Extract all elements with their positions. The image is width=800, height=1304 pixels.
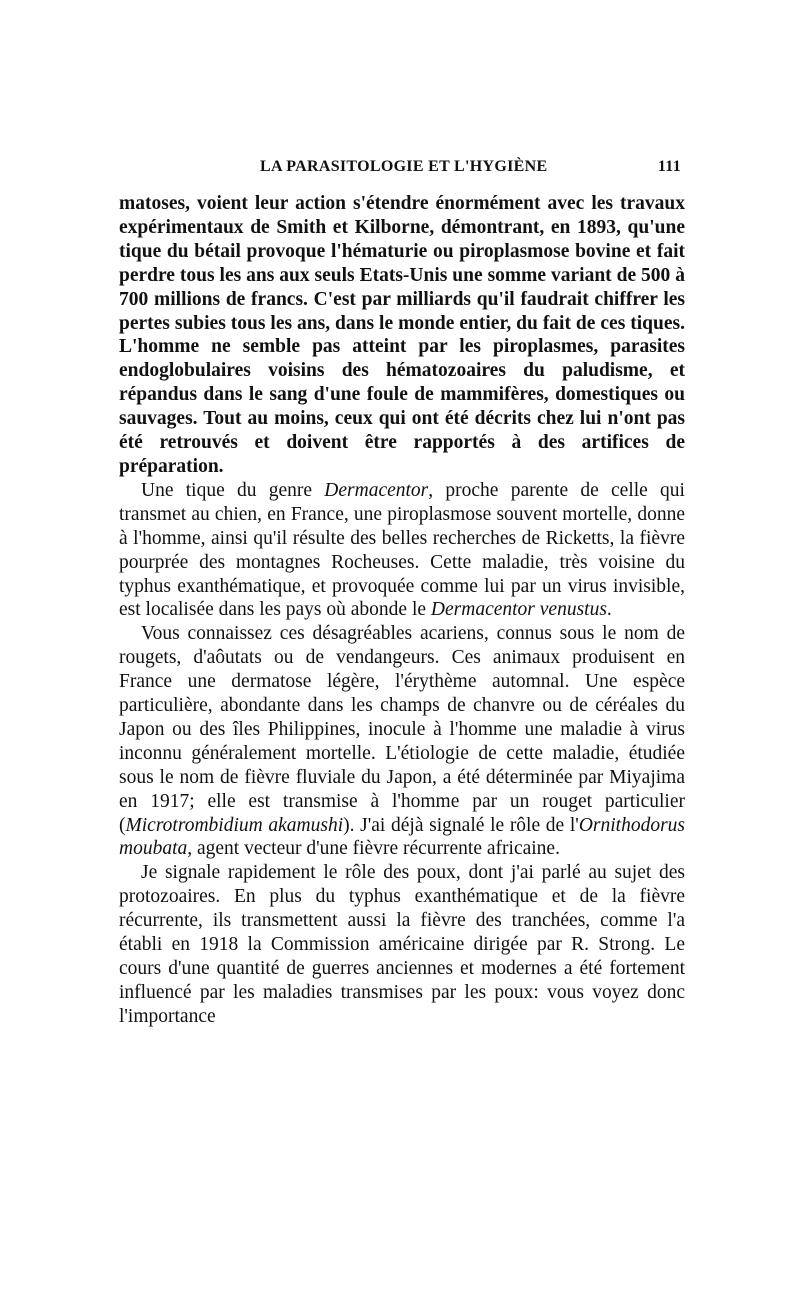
italic-term: Ornithodorus moubata xyxy=(119,814,685,860)
paragraph-3 xyxy=(119,622,685,861)
paragraph-4 xyxy=(119,861,685,1028)
italic-term: Dermacentor venustus xyxy=(430,599,607,621)
page-number: 111 xyxy=(657,158,681,175)
text-run: , agent vecteur d'une fièvre récurrente africaine. xyxy=(187,838,560,860)
running-title: LA PARASITOLOGIE ET L'HYGIÈNE xyxy=(260,158,548,175)
text-run: matoses, voient leur action s'étendre énormément avec les travaux expérimentaux de Smith et Kilborne, démontrant, en 1893, qu'une tique du bétail provoque l'hématurie ou piroplasmose bovine et fait perdre tous les ans aux seuls Etats-Unis une somme variant de 500 à 700 millions de francs. C'est par milliards qu'il faudrait chiffrer les pertes subies tous les ans, dans le monde entier, du fait de ces tiques. L'homme ne semble pas atteint par les piroplasmes, parasites endoglobulaires voisins des hématozoaires du paludisme, et répandus dans le sang d'une foule de mammifères, domestiques ou sauvages. Tout au moins, ceux qui ont été décrits chez lui n'ont pas été retrouvés et doivent être rapportés à des artifices de préparation. xyxy=(119,193,685,477)
text-run: Je signale rapidement le rôle des poux, dont j'ai parlé au sujet des protozoaires. En plus du typhus exanthématique et de la fièvre récurrente, ils transmettent aussi la fièvre des tranchées, comme l'a établi en 1918 la Commission américaine dirigée par R. Strong. Le cours d'une quantité de guerres anciennes et modernes a été fortement influencé par les maladies transmises par les poux: vous voyez donc l'importance xyxy=(119,862,685,1027)
paragraph-2 xyxy=(119,479,685,622)
book-page xyxy=(119,0,685,1304)
running-header xyxy=(119,158,685,180)
text-run: Une tique du genre xyxy=(141,479,325,501)
text-run: Vous connaissez ces désagréables acariens, connus sous le nom de rougets, d'aôutats ou de vendangeurs. Ces animaux produisent en France une dermatose légère, l'érythème automnal. Une espèce particulière, abondante dans les champs de chanvre ou de céréales du Japon ou des îles Philippines, inocule à l'homme une maladie à virus inconnu généralement mortelle. L'étiologie de cette maladie, étudiée sous le nom de fièvre fluviale du Japon, a été déterminée par Miyajima en 1917; elle est transmise à l'homme par un rouget particulier ( xyxy=(119,623,685,836)
text-run: ). J'ai déjà signalé le rôle de l' xyxy=(343,814,579,836)
italic-term: Dermacentor xyxy=(324,479,429,501)
italic-term: Microtrombidium akamushi xyxy=(125,814,344,836)
text-run: . xyxy=(606,599,612,621)
body-text xyxy=(119,192,685,1029)
text-run: , proche parente de celle qui transmet au chien, en France, une piroplasmose souvent mortelle, donne à l'homme, ainsi qu'il résulte des belles recherches de Ricketts, la fièvre pourprée des montagnes Rocheuses. Cette maladie, très voisine du typhus exanthématique, et provoquée comme lui par un virus invisible, est localisée dans les pays où abonde le xyxy=(119,479,685,621)
paragraph-1 xyxy=(119,192,685,479)
